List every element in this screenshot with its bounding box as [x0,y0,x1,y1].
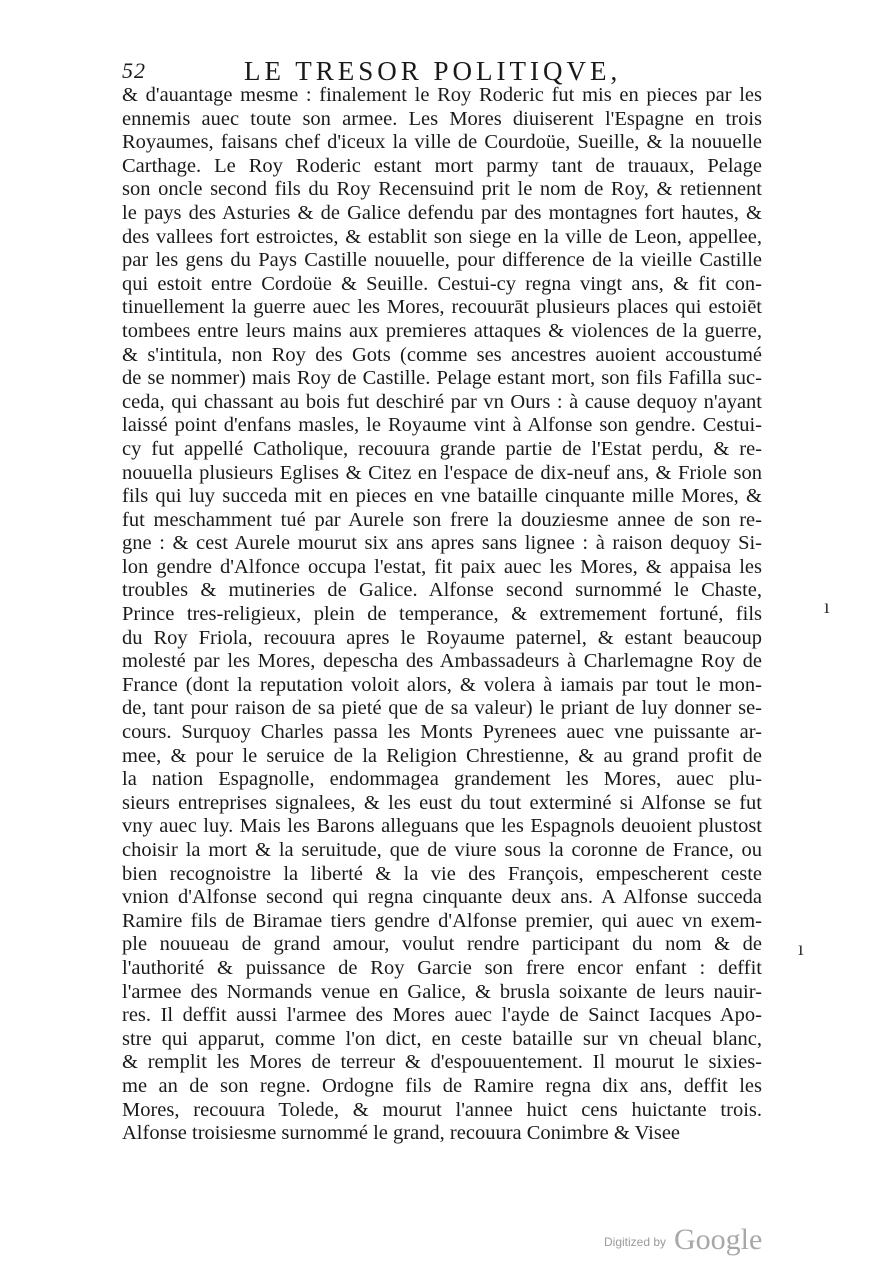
text-line: le pays des Asturies & de Galice defendu par des montagnes fort hautes, & [122,201,762,224]
text-line: & remplit les Mores de terreur & d'espouuentement. Il mourut le sixies- [122,1051,762,1074]
text-line: gne : & cest Aurele mourut six ans apres sans lignee : à raison dequoy Si- [122,532,762,555]
text-line: Prince tres-religieux, plein de temperance, & extremement fortuné, fils [122,603,762,626]
text-line: cy fut appellé Catholique, recouura grande partie de l'Estat perdu, & re- [122,437,762,460]
text-line: fils qui luy succeda mit en pieces en vne bataille cinquante mille Mores, & [122,485,762,508]
text-line: Carthage. Le Roy Roderic estant mort parmy tant de trauaux, Pelage [122,154,762,177]
text-line: mee, & pour le seruice de la Religion Chrestienne, & au grand profit de [122,744,762,767]
text-line: Ramire fils de Biramae tiers gendre d'Alfonse premier, qui auec vn exem- [122,909,762,932]
text-line: lon gendre d'Alfonce occupa l'estat, fit paix auec les Mores, & appaisa les [122,555,762,578]
text-line: ceda, qui chassant au bois fut deschiré par vn Ours : à cause dequoy n'ayant [122,390,762,413]
text-line: Alfonse troisiesme surnommé le grand, recouura Conimbre & Visee [122,1122,681,1145]
text-line: stre qui apparut, comme l'on dict, en ceste bataille sur vn cheual blanc, [122,1027,762,1050]
text-line: l'authorité & puissance de Roy Garcie son frere encor enfant : deffit [122,956,762,979]
margin-mark: ı [824,596,830,618]
body-text [122,84,762,1146]
text-line: molesté par les Mores, depescha des Ambassadeurs à Charlemagne Roy de [122,650,762,673]
text-line: de, tant pour raison de sa pieté que de sa valeur) le priant de luy donner se- [122,697,762,720]
text-line: de se nommer) mais Roy de Castille. Pelage estant mort, son fils Fafilla suc- [122,367,762,390]
text-line: res. Il deffit aussi l'armee des Mores auec l'ayde de Sainct Iacques Apo- [122,1004,762,1027]
text-line: troubles & mutineries de Galice. Alfonse second surnommé le Chaste, [122,579,762,602]
page-number: 52 [122,58,146,83]
text-line: des vallees fort estroictes, & establit son siege en la ville de Leon, appellee, [122,225,762,248]
digitized-by-label: Digitized by [604,1235,667,1249]
text-line: ennemis auec toute son armee. Les Mores diuiserent l'Espagne en trois [122,107,762,130]
text-line: vnion d'Alfonse second qui regna cinquante deux ans. A Alfonse succeda [122,886,762,909]
margin-mark: ı [798,938,804,960]
text-line: tinuellement la guerre auec les Mores, recouurāt plusieurs places qui estoiēt [122,296,762,319]
text-line: choisir la mort & la seruitude, que de viure sous la coronne de France, ou [122,839,762,861]
text-line: bien recognoistre la liberté & la vie des François, empescherent ceste [122,862,762,885]
text-line: ple nouueau de grand amour, voulut rendre participant du nom & de [122,933,762,956]
text-line: nouuella plusieurs Eglises & Citez en l'espace de dix-neuf ans, & Friole son [122,461,762,484]
text-line: vny auec luy. Mais les Barons alleguans que les Espagnols deuoient plustost [122,815,762,838]
text-line: laissé point d'enfans masles, le Royaume vint à Alfonse son gendre. Cestui- [122,414,762,437]
text-line: Mores, recouura Tolede, & mourut l'annee huict cens huictante trois. [122,1098,762,1121]
text-line: Royaumes, faisans chef d'iceux la ville de Courdoüe, Sueille, & la nouuelle [122,131,762,154]
text-line: cours. Surquoy Charles passa les Monts Pyrenees auec vne puissante ar- [122,721,762,744]
text-line: & s'intitula, non Roy des Gots (comme ses ancestres auoient accoustumé [122,343,762,366]
text-line: sieurs entreprises signalees, & les eust du tout exterminé si Alfonse se fut [122,791,762,814]
text-line: l'armee des Normands venue en Galice, & brusla soixante de leurs nauir- [122,980,762,1003]
text-line: tombees entre leurs mains aux premieres attaques & violences de la guerre, [122,319,762,342]
text-line: France (dont la reputation voloit alors, & volera à iamais par tout le mon- [122,673,762,696]
text-line: & d'auantage mesme : finalement le Roy Roderic fut mis en pieces par les [122,84,762,106]
running-title: LE TRESOR POLITIQVE, [244,56,622,86]
text-line: qui estoit entre Cordoüe & Seuille. Cestui-cy regna vingt ans, & fit con- [122,272,762,295]
google-logo: Google [674,1223,763,1256]
text-line: du Roy Friola, recouura apres le Royaume paternel, & estant beaucoup [122,626,762,649]
text-line: son oncle second fils du Roy Recensuind prit le nom de Roy, & retiennent [122,178,762,201]
digitized-by-google-watermark [604,1223,804,1259]
text-line: me an de son regne. Ordogne fils de Ramire regna dix ans, deffit les [122,1074,762,1097]
text-line: la nation Espagnolle, endommagea grandement les Mores, auec plu- [122,768,762,791]
text-line: fut meschamment tué par Aurele son frere la douziesme annee de son re- [122,508,762,531]
text-line: par les gens du Pays Castille nouuelle, pour difference de la vieille Castille [122,249,762,272]
